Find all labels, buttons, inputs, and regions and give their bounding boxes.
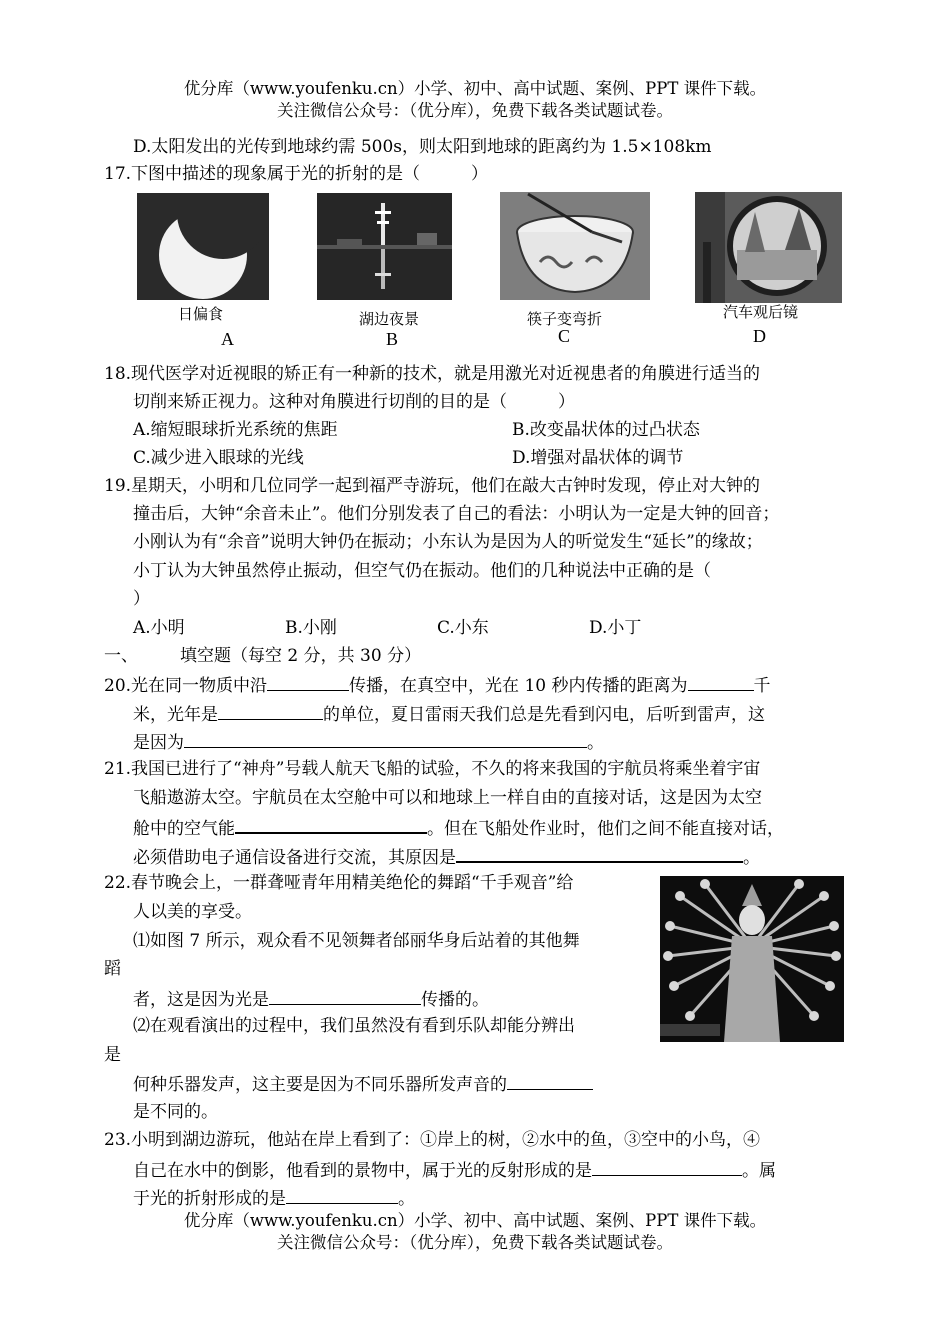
q19-line-1: 19.星期天，小明和几位同学一起到福严寺游玩，他们在敲大古钟时发现，停止对大钟的 (104, 476, 761, 496)
q17-stem: 17.下图中描述的现象属于光的折射的是（ ） (104, 164, 489, 184)
q20-text-2b: 的单位，夏日雷雨天我们总是先看到闪电，后听到雷声，这 (323, 705, 765, 725)
q21-blank-2[interactable] (456, 841, 743, 863)
q18-option-b: B.改变晶状体的过凸状态 (512, 420, 700, 440)
letter-b: B (386, 329, 399, 349)
header-line-1: 优分库（www.youfenku.cn）小学、初中、高中试题、案例、PPT 课件下载。 (183, 79, 767, 98)
q21-text-4a: 必须借助电子通信设备进行交流，其原因是 (133, 848, 456, 868)
q18-option-a: A.缩短眼球折光系统的焦距 (133, 420, 338, 440)
q19-line-5: ） (133, 589, 150, 609)
q18-line-2: 切削来矫正视力。这种对角膜进行切削的目的是（ ） (133, 392, 575, 412)
car-rearview-mirror-photo (695, 192, 842, 303)
q20-blank-4[interactable] (184, 727, 587, 748)
q22-line-6: ⑵在观看演出的过程中，我们虽然没有看到乐队却能分辨出 (133, 1016, 575, 1036)
q23-text-2a: 自己在水中的倒影，他看到的景物中，属于光的反射形成的是 (133, 1161, 592, 1181)
q21-line-1: 21.我国已进行了“神舟”号载人航天飞船的试验，不久的将来我国的宇航员将乘坐着宇宙 (104, 759, 761, 779)
caption-c: 筷子变弯折 (527, 310, 603, 328)
footer-line-2: 关注微信公众号：（优分库），免费下载各类试题试卷。 (277, 1233, 673, 1252)
q18-option-d: D.增强对晶状体的调节 (512, 448, 684, 468)
q18-line-1: 18.现代医学对近视眼的矫正有一种新的技术，就是用激光对近视患者的角膜进行适当的 (104, 364, 761, 384)
q22-line-7: 是 (104, 1045, 121, 1065)
footer-line-1: 优分库（www.youfenku.cn）小学、初中、高中试题、案例、PPT 课件下载。 (183, 1211, 767, 1230)
q20-blank-1[interactable] (267, 670, 349, 691)
q22-text-5b: 传播的。 (421, 990, 489, 1010)
q22-text-5a: 者，这是因为光是 (133, 990, 269, 1010)
q23-text-2b: 。属 (742, 1161, 776, 1181)
q16-option-d: D.太阳发出的光传到地球约需 500s，则太阳到地球的距离约为 1.5×108km (133, 137, 712, 157)
q21-line-2: 飞船遨游太空。宇航员在太空舱中可以和地球上一样自由的直接对话，这是因为太空 (133, 788, 762, 808)
thousand-hand-guanyin-photo (660, 876, 844, 1042)
q19-line-3: 小刚认为有“余音”说明大钟仍在振动；小东认为是因为人的听觉发生“延长”的缘故； (133, 532, 763, 552)
section-number: 一、 (104, 646, 138, 666)
q20-blank-3[interactable] (218, 699, 323, 720)
q20-text-3a: 是因为 (133, 733, 184, 753)
q22-line-9: 是不同的。 (133, 1102, 218, 1122)
section-title: 填空题（每空 2 分，共 30 分） (180, 646, 422, 666)
chopsticks-bowl-photo (500, 192, 650, 300)
q19-option-d: D.小丁 (589, 618, 642, 638)
q21-text-3a: 舱中的空气能 (133, 819, 235, 839)
solar-eclipse-photo (137, 193, 269, 300)
q20-blank-2[interactable] (688, 670, 754, 691)
q22-line-2: 人以美的享受。 (133, 902, 252, 922)
q18-option-c: C.减少进入眼球的光线 (133, 448, 304, 468)
q22-text-8a: 何种乐器发声，这主要是因为不同乐器所发声音的 (133, 1075, 507, 1095)
q23-line-1: 23.小明到湖边游玩，他站在岸上看到了：①岸上的树，②水中的鱼，③空中的小鸟，④ (104, 1130, 761, 1150)
header-line-2: 关注微信公众号：（优分库），免费下载各类试题试卷。 (277, 101, 673, 120)
q21-blank-1[interactable] (235, 812, 427, 834)
letter-a: A (221, 329, 234, 349)
q23-text-3b: 。 (398, 1189, 415, 1209)
q22-line-4: 蹈 (104, 959, 121, 979)
q22-blank-1[interactable] (269, 984, 421, 1005)
q23-text-3a: 于光的折射形成的是 (133, 1189, 286, 1209)
q20-text-1c: 千 (753, 676, 771, 696)
q19-option-a: A.小明 (133, 618, 185, 638)
caption-a: 日偏食 (178, 305, 224, 323)
q23-blank-1[interactable] (592, 1155, 742, 1176)
caption-b: 湖边夜景 (359, 310, 420, 328)
q21-text-4b: 。 (743, 848, 760, 868)
q23-blank-2[interactable] (286, 1183, 398, 1204)
q19-option-c: C.小东 (437, 618, 489, 638)
q22-line-1: 22.春节晚会上，一群聋哑青年用精美绝伦的舞蹈“千手观音”给 (104, 873, 574, 893)
caption-d: 汽车观后镜 (723, 303, 799, 321)
q22-line-3: ⑴如图 7 所示，观众看不见领舞者邰丽华身后站着的其他舞 (133, 931, 580, 951)
letter-c: C (558, 326, 571, 346)
q20-text-1a: 20.光在同一物质中沿 (104, 676, 268, 696)
q20-text-1b: 传播，在真空中，光在 10 秒内传播的距离为 (349, 676, 688, 696)
q22-blank-2[interactable] (507, 1069, 593, 1090)
letter-d: D (753, 326, 766, 346)
q20-text-2a: 米，光年是 (133, 705, 218, 725)
q19-line-4: 小丁认为大钟虽然停止振动，但空气仍在振动。他们的几种说法中正确的是（ (133, 561, 711, 581)
q20-text-3b: 。 (587, 733, 604, 753)
lakeside-night-photo (317, 193, 452, 300)
q19-option-b: B.小刚 (285, 618, 337, 638)
q21-text-3b: 。但在飞船处作业时，他们之间不能直接对话， (427, 819, 784, 839)
q19-line-2: 撞击后，大钟“余音未止”。他们分别发表了自己的看法：小明认为一定是大钟的回音； (133, 504, 780, 524)
